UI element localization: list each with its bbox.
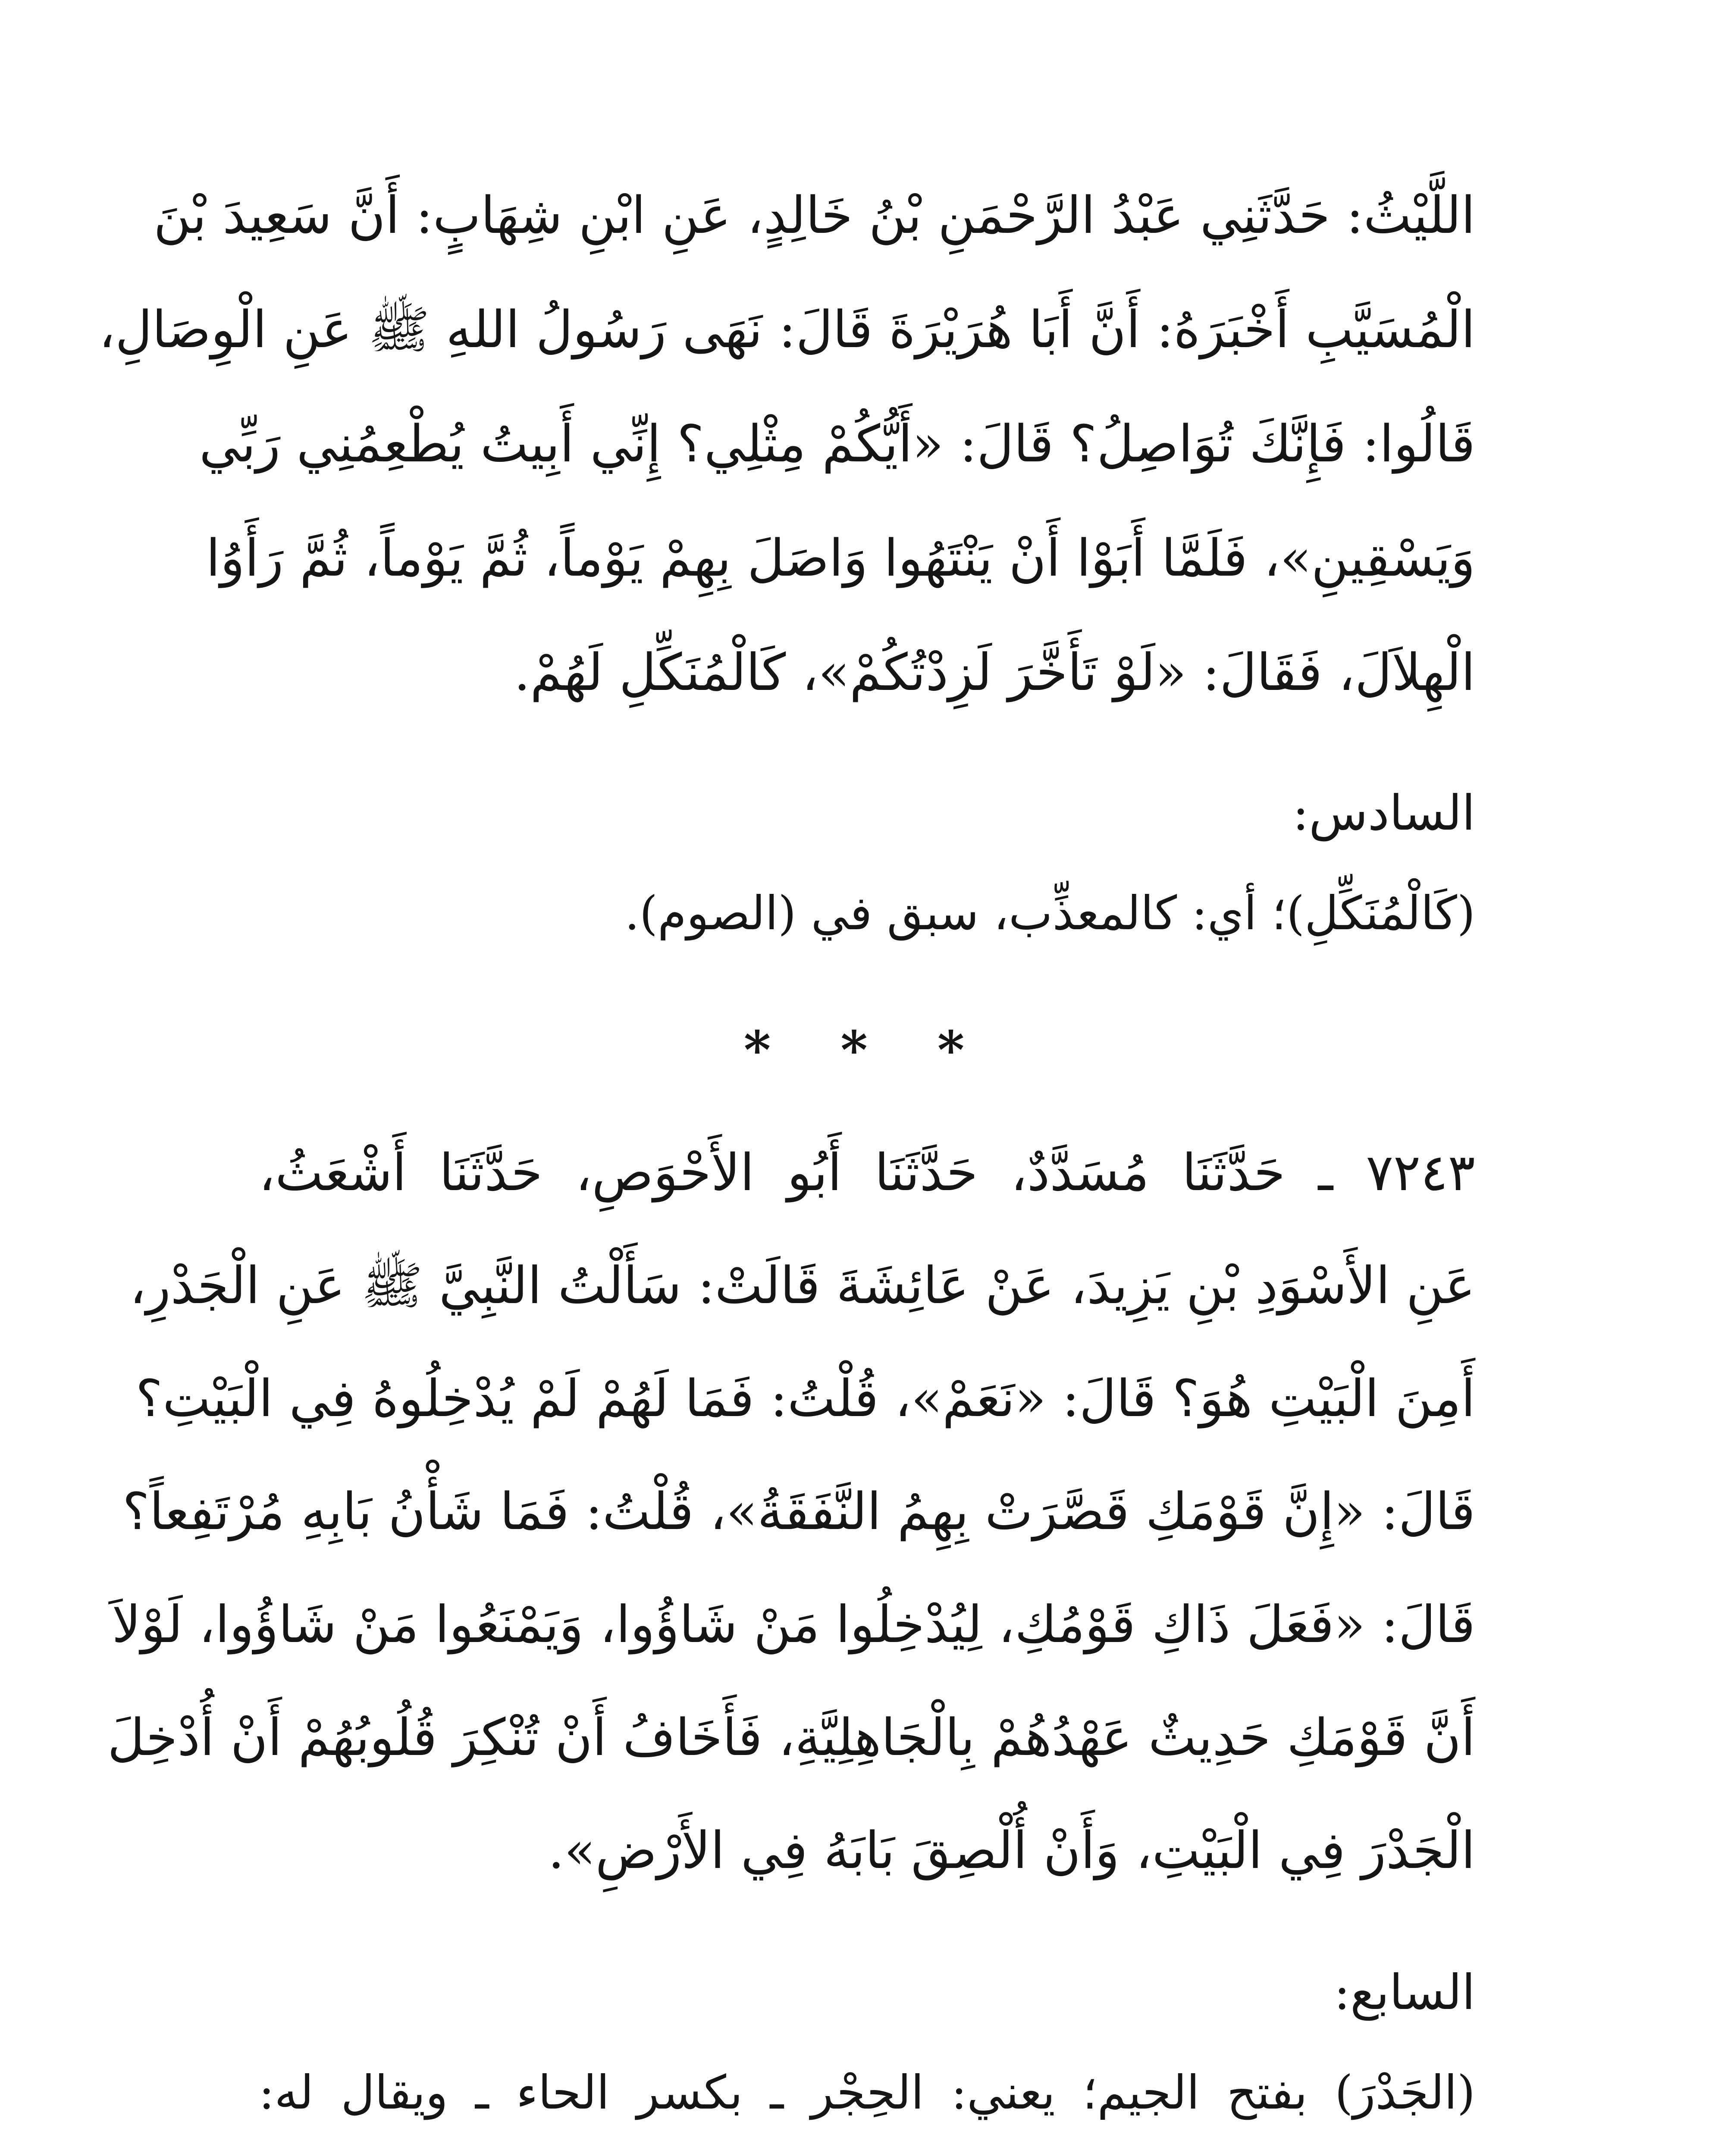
paragraph-2-line-6: أَنَّ قَوْمَكِ حَدِيثٌ عَهْدُهُمْ بِالْجَاهِلِيَّةِ، فَأَخَافُ أَنْ تُنْكِرَ قُلُوبُهُمْ أَنْ أُدْخِلَ [107, 1708, 1475, 1767]
paragraph-2-line-7: الْجَدْرَ فِي الْبَيْتِ، وَأَنْ أُلْصِقَ بَابَهُ فِي الأَرْضِ». [548, 1821, 1475, 1880]
paragraph-2-line-1: ٧٢٤٣ ـ حَدَّثَنَا مُسَدَّدٌ، حَدَّثَنَا أَبُو الأَحْوَصِ، حَدَّثَنَا أَشْعَثُ، [259, 1143, 1475, 1202]
paragraph-1-line-1: اللَّيْثُ: حَدَّثَنِي عَبْدُ الرَّحْمَنِ بْنُ خَالِدٍ، عَنِ ابْنِ شِهَابٍ: أَنَّ سَعِيدَ بْنَ [154, 185, 1475, 245]
paragraph-1-line-2: الْمُسَيَّبِ أَخْبَرَهُ: أَنَّ أَبَا هُرَيْرَةَ قَالَ: نَهَى رَسُولُ اللهِ ﷺ عَنِ الْوِصَالِ، [99, 300, 1475, 359]
section-heading-seventh: السابع: [1334, 1965, 1475, 2021]
paragraph-2-line-5: قَالَ: «فَعَلَ ذَاكِ قَوْمُكِ، لِيُدْخِلُوا مَنْ شَاؤُوا، وَيَمْنَعُوا مَنْ شَاؤُوا، لَوْلاَ [112, 1595, 1475, 1654]
paragraph-2-line-3: أَمِنَ الْبَيْتِ هُوَ؟ قَالَ: «نَعَمْ»، قُلْتُ: فَمَا لَهُمْ لَمْ يُدْخِلُوهُ فِي الْبَيْتِ؟ [135, 1369, 1475, 1428]
paragraph-1-line-3: قَالُوا: فَإِنَّكَ تُوَاصِلُ؟ قَالَ: «أَيُّكُمْ مِثْلِي؟ إِنِّي أَبِيتُ يُطْعِمُنِي رَبِّي [199, 414, 1475, 473]
paragraph-1-line-4: وَيَسْقِينِ»، فَلَمَّا أَبَوْا أَنْ يَنْتَهُوا وَاصَلَ بِهِمْ يَوْماً، ثُمَّ يَوْماً، ثُمَّ رَأَوُا [206, 528, 1475, 588]
paragraph-2-line-2: عَنِ الأَسْوَدِ بْنِ يَزِيدَ، عَنْ عَائِشَةَ قَالَتْ: سَأَلْتُ النَّبِيَّ ﷺ عَنِ الْجَدْرِ، [129, 1256, 1475, 1315]
hadith-paragraph-2 [107, 1143, 1475, 1889]
section-note-sixth: (كَالْمُنَكِّلِ)؛ أي: كالمعذِّب، سبق في (الصوم). [624, 887, 1475, 940]
separator-stars: * * * [743, 1020, 991, 1081]
hadith-paragraph-1 [99, 185, 1475, 733]
paragraph-1-line-5: الْهِلاَلَ، فَقَالَ: «لَوْ تَأَخَّرَ لَزِدْتُكُمْ»، كَالْمُنَكِّلِ لَهُمْ. [514, 642, 1475, 702]
section-note-seventh-line-1: (الجَدْرَ) بفتح الجيم؛ يعني: الحِجْر ـ بكسر الحاء ـ ويقال له: [259, 2066, 1475, 2120]
section-heading-sixth: السادس: [1292, 785, 1475, 841]
paragraph-2-line-4: قَالَ: «إِنَّ قَوْمَكِ قَصَّرَتْ بِهِمُ النَّفَقَةُ»، قُلْتُ: فَمَا شَأْنُ بَابِهِ مُرْتَفِعاً؟ [122, 1482, 1475, 1541]
